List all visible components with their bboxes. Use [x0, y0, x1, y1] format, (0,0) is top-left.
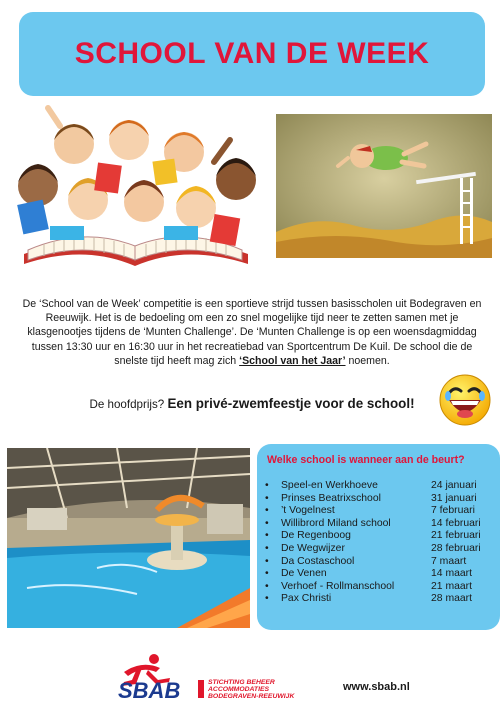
intro-ending: noemen.	[348, 354, 390, 367]
logo-subtitle-3: BODEGRAVEN-REEUWIJK	[208, 693, 295, 700]
diver-cartoon-illustration	[276, 114, 492, 258]
intro-text: De ‘School van de Week’ competitie is een sportieve strijd tussen basisscholen uit Bodegraven en Reeuwijk. Het is de bedoeling om een zo snel mogelijke tijd neer te zetten samen met je klasgenootjes tijdens de ‘Munten Challenge’. De ‘Munten Challenge is op een woensdagmiddag tussen 13:30 uur en 16:30 uur in het recreatiebad van Sportcentrum De Kuil. De school die de snelste tijd heeft mag zich	[22, 298, 482, 367]
school-of-the-year-highlight: ‘School van het Jaar’	[239, 354, 346, 367]
prize-text: Een privé-zwemfeestje voor de school!	[167, 396, 415, 411]
list-item: • Pax Christi 28 maart	[265, 593, 473, 605]
list-item: • Prinses Beatrixschool 31 januari	[265, 492, 477, 504]
website-link[interactable]: www.sbab.nl	[343, 681, 410, 693]
list-item: • Da Costaschool 7 maart	[265, 555, 467, 567]
logo-subtitle-2: ACCOMMODATIES	[208, 686, 270, 693]
schedule-title: Welke school is wanneer aan de beurt?	[267, 454, 465, 466]
intro-paragraph	[16, 297, 488, 368]
list-item: • Willibrord Miland school 14 februari	[265, 517, 481, 529]
list-item: • Speel-en Werkhoeve 24 januari	[265, 480, 477, 491]
list-item: • De Wegwijzer 28 februari	[265, 542, 481, 554]
prize-line	[0, 396, 504, 411]
logo-subtitle-1: STICHTING BEHEER	[208, 679, 275, 686]
schedule-panel	[257, 444, 500, 630]
list-item: • Verhoef - Rollmanschool 21 maart	[265, 580, 473, 592]
laughing-smiley-icon	[437, 372, 493, 428]
title-banner	[19, 12, 485, 96]
sbab-logo	[112, 650, 317, 702]
logo-wordmark: SBAB	[118, 678, 181, 702]
schedule-list	[265, 480, 495, 606]
kids-reading-illustration	[4, 104, 266, 274]
prize-label: De hoofdprijs?	[89, 398, 165, 411]
list-item: • De Regenboog 21 februari	[265, 530, 481, 542]
swimming-pool-photo	[7, 448, 250, 628]
page-title: SCHOOL VAN DE WEEK	[74, 37, 430, 70]
list-item: • De Venen 14 maart	[265, 568, 473, 580]
list-item: • ’t Vogelnest 7 februari	[265, 505, 475, 517]
